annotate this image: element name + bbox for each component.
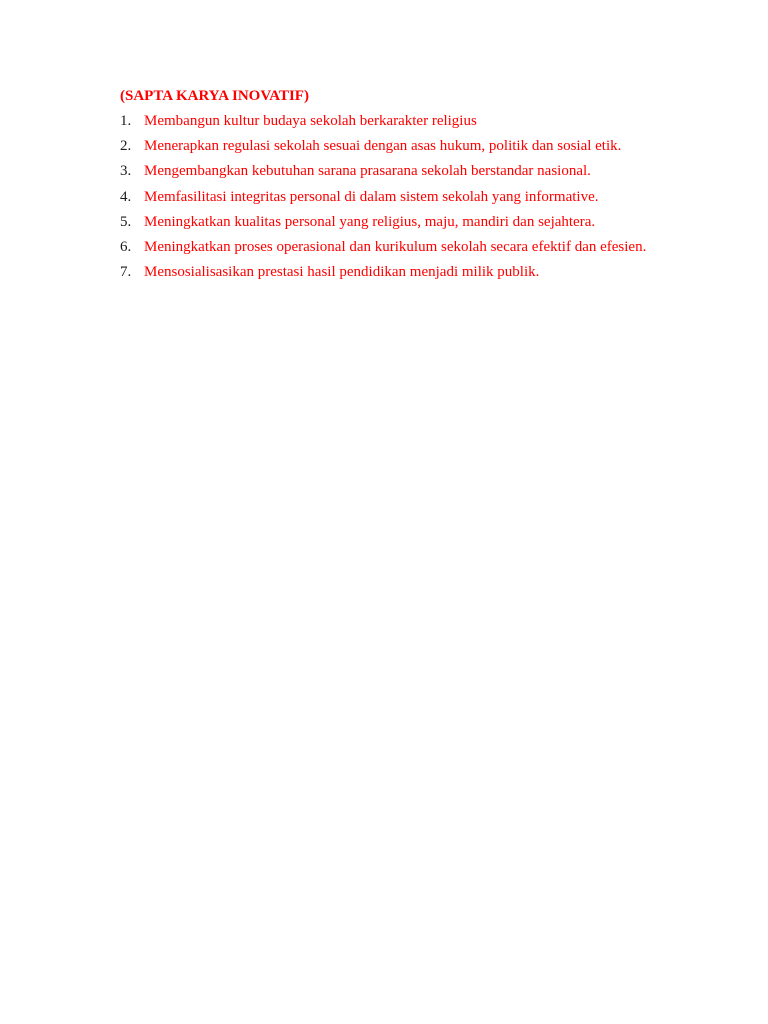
list-item-number: 1. [120,113,132,129]
list-item-text: Menerapkan regulasi sekolah sesuai dengan asas hukum, politik dan sosial etik. [144,138,622,155]
list-item-number: 4. [120,188,132,205]
list-item-number: 6. [120,238,132,255]
list-item-number: 5. [120,213,132,230]
list-item-text: Memfasilitasi integritas personal di dalam sistem sekolah yang informative. [144,188,599,205]
list-item-text: Membangun kultur budaya sekolah berkarakter religius [144,113,477,129]
list-item-text: Mengembangkan kebutuhan sarana prasarana sekolah berstandar nasional. [144,163,591,180]
list-item-number: 3. [120,163,132,180]
list-item-text: Mensosialisasikan prestasi hasil pendidikan menjadi milik publik. [144,264,540,281]
list-item-text: Meningkatkan kualitas personal yang religius, maju, mandiri dan sejahtera. [144,213,596,230]
document-title: (SAPTA KARYA INOVATIF) [120,88,309,104]
list-item-number: 2. [120,138,132,155]
list-item-text: Meningkatkan proses operasional dan kurikulum sekolah secara efektif dan efesien. [144,238,647,255]
list-item-number: 7. [120,264,132,281]
